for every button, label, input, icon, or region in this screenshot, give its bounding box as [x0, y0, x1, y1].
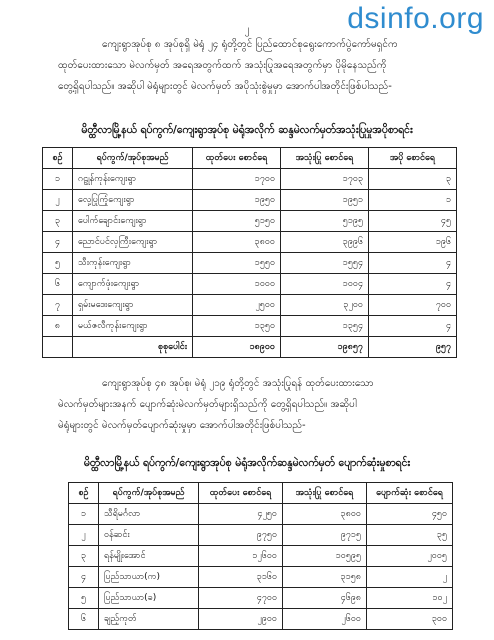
cell-used: ၁၅၅၄ [281, 253, 369, 274]
cell-no: ၁ [43, 169, 73, 190]
cell-name: သီးကုန်းကျေးရွာ [73, 253, 193, 274]
column-header-issued: ထုတ်ပေး စောင်ရေ [193, 148, 281, 169]
cell-used: ၅၁၉၅ [281, 211, 369, 232]
total-used: ၁၉၈၅၇ [281, 337, 369, 358]
table-row [69, 504, 453, 525]
paragraph-line: မဲရုံများတွင် မဲလက်မှတ်ပျောက်ဆုံးမှုမှာ အောက်ပါအတိုင်းဖြစ်ပါသည်- [58, 420, 306, 431]
column-header-used: အသုံးပြု စောင်ရေ [281, 148, 369, 169]
column-header-issued: ထုတ်ပေး စောင်ရေ [199, 483, 283, 504]
cell-extra: ၁၉၆ [369, 232, 457, 253]
cell-used: ၁၉၅၁ [281, 190, 369, 211]
cell-issued: ၂၉၀၀ [199, 609, 283, 630]
column-header-no: စဉ် [69, 483, 99, 504]
cell-missing: ၃၅ [367, 525, 453, 546]
cell-issued: ၃၁၆၀ [199, 567, 283, 588]
cell-no: ၈ [43, 316, 73, 337]
missing-ballots-table [68, 482, 453, 630]
total-row [43, 337, 457, 358]
cell-used: ၉၇၁၅ [283, 525, 367, 546]
table-row [69, 588, 453, 609]
cell-name: ဂဠုန်ကုန်းကျေးရွာ [73, 169, 193, 190]
cell-extra: ၄ [369, 253, 457, 274]
cell-extra: ၃ [369, 169, 457, 190]
table-header-row [69, 483, 453, 504]
column-header-missing: ပျောက်ဆုံး စောင်ရေ [367, 483, 453, 504]
cell-name: ချည့်ကုတ် [99, 609, 199, 630]
table-row [43, 190, 457, 211]
table1-title: မိတ္ထီလာမြို့နယ် ရပ်ကွက်/ကျေးရွာအုပ်စု မဲရုံအလိုက် ဆန္ဒမဲလက်မှတ်အသုံးပြုမှုအပိုစာရင်း [81, 124, 413, 136]
cell-used: ၄၆၉၈ [283, 588, 367, 609]
paragraph-line: ထုတ်ပေးထားသော မဲလက်မှတ် အရေအတွက်ထက် အသုံးပြုအရေအတွက်မှာ ပိုမိုနေသည်ကို [58, 60, 387, 71]
table-row [43, 232, 457, 253]
cell-used: ၂၆၀၀ [283, 609, 367, 630]
table-row [69, 525, 453, 546]
cell-no: ၇ [43, 295, 73, 316]
cell-missing: ၃၀၀ [367, 609, 453, 630]
cell-issued: ၁၃၅၀ [193, 316, 281, 337]
table-row [43, 169, 457, 190]
cell-issued: ၂၅၀၀ [193, 295, 281, 316]
cell-extra: ၁ [369, 190, 457, 211]
watermark: dsinfo.org [347, 2, 484, 35]
cell-issued: ၁၇၀၀ [193, 169, 281, 190]
cell-no: ၂ [69, 525, 99, 546]
column-header-name: ရပ်ကွက်/အုပ်စုအမည် [73, 148, 193, 169]
table-row [69, 567, 453, 588]
cell-missing: ၁၀၂ [367, 588, 453, 609]
column-header-used: အသုံးပြု စောင်ရေ [283, 483, 367, 504]
cell-missing: ၄၅၀ [367, 504, 453, 525]
cell-empty [43, 337, 73, 358]
cell-used: ၃၂၀၀ [281, 295, 369, 316]
cell-used: ၁၇၀၃ [281, 169, 369, 190]
cell-used: ၃၉၉၆ [281, 232, 369, 253]
total-extra: ၉၅၇ [369, 337, 457, 358]
paragraph-line: ကျေးရွာအုပ်စု ၈ အုပ်စုရှိ မဲရုံ ၂၄ ရုံတို့တွင် ပြည်ထောင်စုရွေးကောက်ပွဲကော်မရှင်က [102, 39, 398, 50]
cell-no: ၆ [43, 274, 73, 295]
cell-name: မယ်ဇလီကုန်းကျေးရွာ [73, 316, 193, 337]
paragraph-line: မဲလက်မှတ်များအနက် ပျောက်ဆုံးမဲလက်မှတ်များရှိသည်ကို တွေ့ရှိရပါသည်။ အဆိုပါ [58, 399, 357, 410]
extra-ballots-table [42, 147, 457, 358]
cell-no: ၄ [69, 567, 99, 588]
cell-no: ၁ [69, 504, 99, 525]
table-row [43, 253, 457, 274]
cell-issued: ၃၈၀၀ [193, 232, 281, 253]
paragraph-line: ကျေးရွာအုပ်စု ၄၈ အုပ်စု၊ မဲရုံ ၂၁၉ ရုံတို့တွင် အသုံးပြုရန် ထုတ်ပေးထားသော [102, 378, 374, 389]
cell-extra: ၄၅ [369, 211, 457, 232]
table-row [43, 274, 457, 295]
cell-issued: ၉၇၅၀ [199, 525, 283, 546]
intro-paragraph [58, 34, 468, 97]
cell-missing: ၂၀၀၅ [367, 546, 453, 567]
cell-name: ပြည်သာယာ(ခ) [99, 588, 199, 609]
cell-no: ၃ [69, 546, 99, 567]
total-label: စုစုပေါင်း [73, 337, 193, 358]
table-row [43, 211, 457, 232]
cell-extra: ၄ [369, 316, 457, 337]
cell-name: ညောင်ပင်လှကြီးကျေးရွာ [73, 232, 193, 253]
second-paragraph [58, 373, 468, 436]
table-header-row [43, 148, 457, 169]
cell-name: သီရိမင်္ဂလာ [99, 504, 199, 525]
cell-issued: ၄၂၅၀ [199, 504, 283, 525]
total-issued: ၁၈၉၀၀ [193, 337, 281, 358]
cell-issued: ၁၅၅၀ [193, 253, 281, 274]
cell-name: ဝန်ဆင်း [99, 525, 199, 546]
cell-name: ကျောက်ဖုံးကျေးရွာ [73, 274, 193, 295]
column-header-name: ရပ်ကွက်/အုပ်စုအမည် [99, 483, 199, 504]
cell-used: ၃၁၅၈ [283, 567, 367, 588]
cell-no: ၅ [69, 588, 99, 609]
cell-used: ၁၀၅၉၅ [283, 546, 367, 567]
table-row [43, 295, 457, 316]
cell-extra: ၄ [369, 274, 457, 295]
cell-issued: ၁၀၀၀ [193, 274, 281, 295]
cell-issued: ၅၁၅၀ [193, 211, 281, 232]
cell-name: ရန်မျိုးအောင် [99, 546, 199, 567]
cell-no: ၆ [69, 609, 99, 630]
table-row [43, 316, 457, 337]
cell-no: ၄ [43, 232, 73, 253]
column-header-extra: အပို စောင်ရေ [369, 148, 457, 169]
cell-name: ပြည်သာယာ(က) [99, 567, 199, 588]
table2-title: မိတ္ထီလာမြို့နယ် ရပ်ကွက်/ကျေးရွာအုပ်စု မဲရုံအလိုက်ဆန္ဒမဲလက်မှတ် ပျောက်ဆုံးမှုစာရင်း [83, 457, 411, 469]
cell-issued: ၁၂၆၀၀ [199, 546, 283, 567]
cell-missing: ၂ [367, 567, 453, 588]
cell-extra: ၇၀၀ [369, 295, 457, 316]
cell-issued: ၄၇၀၀ [199, 588, 283, 609]
paragraph-line: တွေ့ရှိရပါသည်။ အဆိုပါ မဲရုံများတွင် မဲလက်မှတ် အပိုသုံးစွဲမှုမှာ အောက်ပါအတိုင်းဖြစ်ပါသည်- [58, 81, 392, 92]
cell-no: ၅ [43, 253, 73, 274]
column-header-no: စဉ် [43, 148, 73, 169]
table-row [69, 546, 453, 567]
cell-used: ၁၃၅၄ [281, 316, 369, 337]
cell-name: လှေ့ပြုကြုံကျေးရွာ [73, 190, 193, 211]
cell-name: ပေါက်ချောင်းကျေးရွာ [73, 211, 193, 232]
cell-used: ၃၈၀၀ [283, 504, 367, 525]
table-row [69, 609, 453, 630]
page-number: ၂ [244, 24, 250, 35]
cell-used: ၁၀၀၄ [281, 274, 369, 295]
cell-no: ၂ [43, 190, 73, 211]
cell-name: ရှမ်းမဒေးကျေးရွာ [73, 295, 193, 316]
cell-issued: ၁၉၅၀ [193, 190, 281, 211]
cell-no: ၃ [43, 211, 73, 232]
